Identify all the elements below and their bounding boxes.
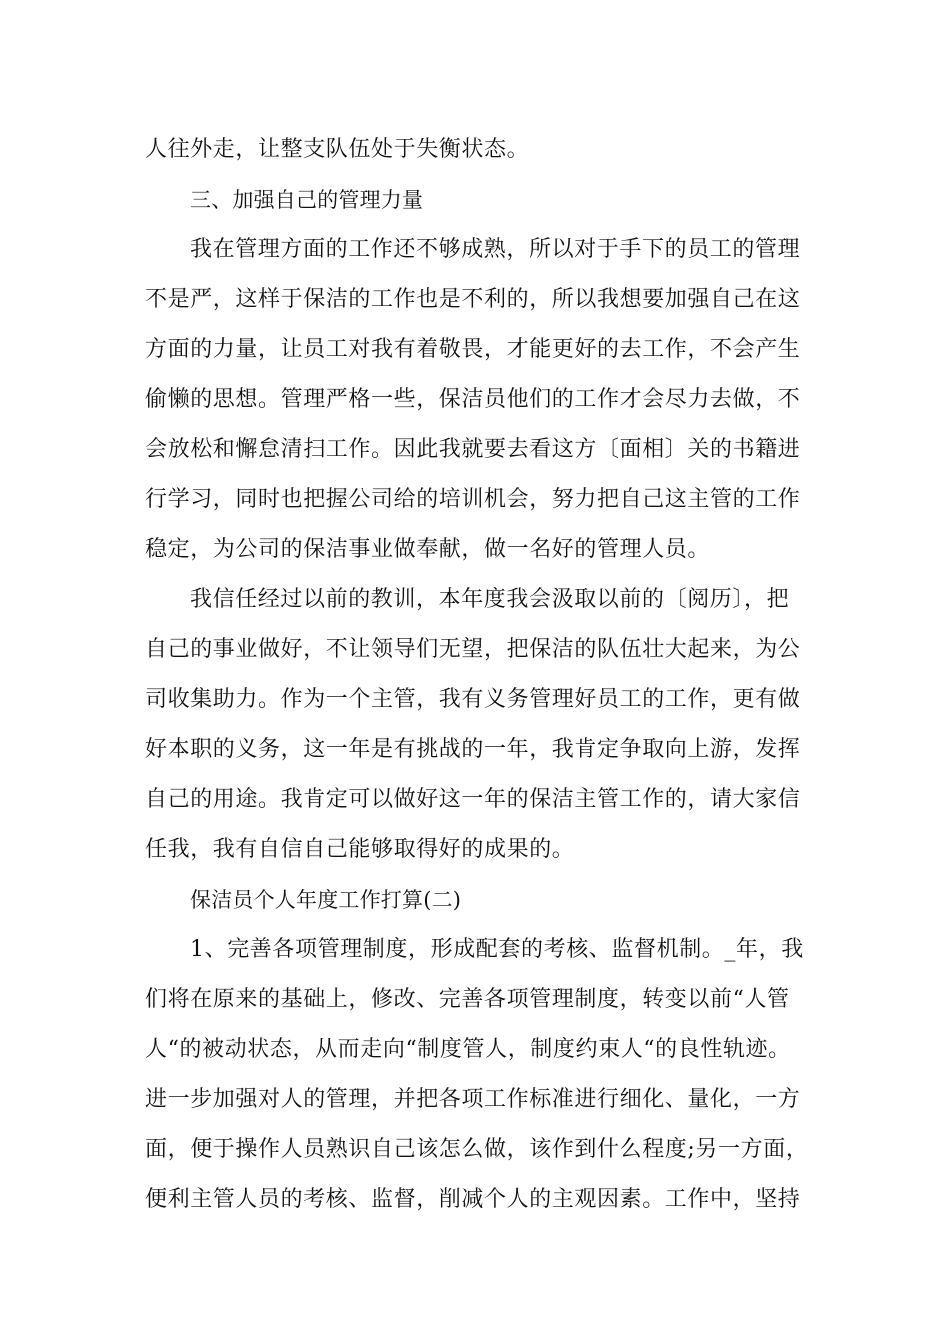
paragraph-line: 自己的用途。我肯定可以做好这一年的保洁主管工作的，请大家信 [145,787,801,812]
paragraph-line: 会放松和懈怠清扫工作。因此我就要去看这方〔面相〕关的书籍进 [145,437,801,462]
paragraph-line: 司收集助力。作为一个主管，我有义务管理好员工的工作，更有做 [145,687,801,712]
paragraph-line: 偷懒的思想。管理严格一些，保洁员他们的工作才会尽力去做，不 [145,387,801,412]
paragraph-line: 好本职的义务，这一年是有挑战的一年，我肯定争取向上游，发挥 [145,737,801,762]
paragraph-line: 方面的力量，让员工对我有着敬畏，才能更好的去工作，不会产生 [145,337,801,362]
paragraph-line: 我在管理方面的工作还不够成熟，所以对于手下的员工的管理 [190,237,801,262]
paragraph-line: 自己的事业做好，不让领导们无望，把保洁的队伍壮大起来，为公 [145,637,801,662]
paragraph-line: 人“的被动状态，从而走向“制度管人，制度约束人“的良性轨迹。 [145,1037,791,1062]
paragraph-line: 面，便于操作人员熟识自己该怎么做，该作到什么程度;另一方面， [145,1137,809,1162]
paragraph-line: 1、完善各项管理制度，形成配套的考核、监督机制。_年，我 [190,937,804,962]
paragraph-line: 我信任经过以前的教训，本年度我会汲取以前的〔阅历〕，把 [190,587,790,612]
paragraph-line: 任我，我有自信自己能够取得好的成果的。 [145,837,575,862]
section-heading: 保洁员个人年度工作打算(二) [190,888,462,912]
section-heading: 三、加强自己的管理力量 [190,188,424,212]
paragraph-line: 便利主管人员的考核、监督，削减个人的主观因素。工作中，坚持 [145,1187,801,1212]
paragraph-line: 不是严，这样于保洁的工作也是不利的，所以我想要加强自己在这 [145,287,801,312]
paragraph-line: 行学习，同时也把握公司给的培训机会，努力把自己这主管的工作 [145,487,801,512]
paragraph-line: 进一步加强对人的管理，并把各项工作标准进行细化、量化，一方 [145,1087,801,1112]
paragraph-line: 人往外走，让整支队伍处于失衡状态。 [145,137,530,162]
paragraph-line: 们将在原来的基础上，修改、完善各项管理制度，转变以前“人管 [145,987,790,1012]
paragraph-line: 稳定，为公司的保洁事业做奉献，做一名好的管理人员。 [145,537,711,562]
